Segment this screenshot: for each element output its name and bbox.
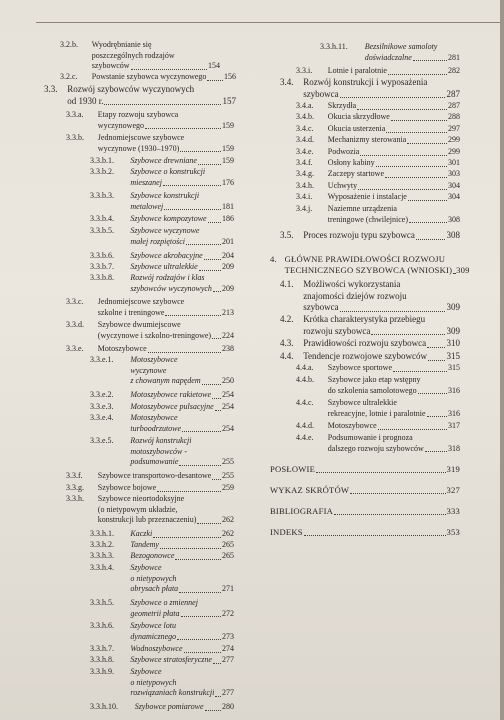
- toc-title-line: Rozwój szybowców wyczynowych: [67, 84, 195, 94]
- toc-page-number: 254: [221, 390, 234, 399]
- toc-number: 3.3.b.2.: [90, 167, 114, 176]
- toc-number: 3.3.: [44, 84, 58, 94]
- toc-title-line: metalowej: [130, 201, 164, 211]
- toc-title-line: Szybowce lotu: [130, 621, 176, 630]
- toc-page-number: 280: [221, 702, 234, 711]
- toc-title-line: Jednomiejscowe szybowce: [97, 297, 185, 306]
- toc-page-number: 353: [446, 527, 460, 537]
- toc-page-number: 156: [223, 72, 236, 81]
- toc-title-line: Szybowce sportowe: [327, 363, 393, 372]
- leader-dots: [378, 421, 447, 430]
- toc-title-line: INDEKS: [270, 527, 303, 537]
- toc-page-number: 181: [221, 201, 234, 211]
- toc-title-line: szybowców wyczynowych: [130, 283, 212, 293]
- leader-dots: [427, 409, 447, 418]
- toc-title-line: Podwozia: [327, 147, 360, 156]
- toc-page-number: 272: [221, 608, 234, 618]
- leader-dots: [181, 609, 221, 618]
- leader-dots: [416, 230, 446, 240]
- toc-title-line: z chowanym napędem: [130, 376, 201, 385]
- toc-title-line: Szybowce o zmiennej: [130, 598, 198, 607]
- toc-title-line: rozwoju szybowca: [303, 325, 371, 336]
- toc-title-line: szybowca: [303, 302, 339, 312]
- leader-dots: [180, 144, 221, 153]
- toc-page-number: 281: [447, 52, 460, 62]
- toc-title-line: Wodnoszybowce: [130, 644, 183, 653]
- toc-page-number: 262: [221, 529, 234, 538]
- leader-dots: [316, 464, 445, 473]
- toc-number: 3.4.d.: [296, 135, 314, 144]
- toc-number: 4.2.: [280, 314, 294, 324]
- toc-number: 3.4.a.: [296, 101, 314, 110]
- toc-page-number: 254: [221, 423, 234, 433]
- toc-title-line: Powstanie szybowca wyczynowego: [91, 72, 207, 81]
- toc-title-line: Okucia skrzydłowe: [327, 112, 390, 121]
- toc-title-line: rekreacyjne, lotnie i paralotnie: [327, 408, 426, 418]
- toc-number: 3.3.i.: [296, 66, 313, 75]
- toc-number: 3.4.h.: [296, 181, 314, 190]
- toc-title-line: wyczynowe (1930–1970): [97, 143, 180, 153]
- toc-page-number: 299: [447, 147, 460, 156]
- toc-number: 3.4.j.: [296, 204, 313, 213]
- toc-number: 3.3.b.8.: [90, 273, 114, 282]
- toc-title-line: Tendencje rozwojowe szybowców: [303, 351, 428, 361]
- toc-number: 3.3.h.4.: [90, 563, 114, 572]
- toc-title-line: Skrzydła: [327, 101, 357, 110]
- leader-dots: [413, 53, 447, 62]
- toc-number: 4.4.c.: [296, 398, 314, 407]
- toc-number: 3.3.h.2.: [90, 540, 114, 549]
- toc-title-line: Motoszybowce: [130, 413, 178, 422]
- toc-title-line: Mechanizmy sterowania: [327, 135, 407, 144]
- toc-number: 3.3.b.4.: [90, 214, 114, 223]
- leader-dots: [145, 121, 221, 130]
- leader-dots: [385, 169, 447, 178]
- toc-title-line: Uchwyty: [327, 181, 358, 190]
- toc-page-number: 303: [447, 169, 460, 178]
- toc-page-number: 319: [446, 464, 460, 474]
- toc-title-line: Wyposażenie i instalacje: [327, 192, 407, 201]
- toc-title-line: TECHNICZNEGO SZYBOWCA (WNIOSKI): [284, 265, 453, 275]
- leader-dots: [340, 302, 446, 312]
- toc-title-line: Motoszybowce pulsacyjne: [130, 402, 214, 411]
- toc-number: 3.3.b.3.: [90, 191, 114, 200]
- toc-title-line: Naziemne urządzenia: [327, 204, 397, 213]
- toc-title-line: Bezsilnikowe samoloty: [364, 42, 438, 51]
- leader-dots: [212, 471, 221, 480]
- toc-title-line: Wyodrębnianie się: [91, 40, 152, 49]
- leader-dots: [160, 540, 221, 549]
- toc-title-line: motoszybowców -: [130, 446, 188, 456]
- toc-title-line: poszczególnych rodzajów: [91, 50, 175, 60]
- leader-dots: [104, 96, 221, 106]
- toc-number: 3.2.b.: [60, 40, 78, 49]
- toc-number: 3.3.h.10.: [90, 702, 118, 711]
- leader-dots: [376, 158, 447, 167]
- leader-dots: [184, 644, 221, 653]
- toc-number: 3.3.h.7.: [90, 644, 114, 653]
- toc-page-number: 316: [447, 385, 460, 395]
- toc-number: 3.3.h.: [66, 494, 84, 503]
- toc-title-line: szybowca: [303, 88, 339, 99]
- toc-number: 3.4.b.: [296, 112, 314, 121]
- toc-title-line: Możliwości wykorzystania: [303, 279, 401, 289]
- toc-title-line: Lotnie i paralotnie: [327, 66, 387, 75]
- toc-number: 3.3.b.6.: [90, 251, 114, 260]
- leader-dots: [388, 66, 447, 75]
- leader-dots: [212, 390, 221, 399]
- leader-dots: [163, 178, 221, 187]
- toc-number: 3.5.: [280, 230, 294, 240]
- leader-dots: [157, 483, 221, 492]
- toc-number: 4.4.: [280, 351, 294, 361]
- toc-number: 3.3.e.3.: [90, 402, 114, 411]
- toc-number: 3.4.c.: [296, 124, 314, 133]
- toc-number: 3.3.h.11.: [320, 42, 348, 51]
- toc-page-number: 250: [221, 376, 234, 385]
- toc-number: 3.3.b.5.: [90, 226, 114, 235]
- toc-number: 3.3.d.: [66, 320, 84, 329]
- toc-title-line: Zaczepy startowe: [327, 169, 384, 178]
- toc-title-line: Bezogonowce: [130, 551, 175, 560]
- toc-number: 3.3.b.1.: [90, 156, 114, 165]
- toc-page-number: 213: [221, 307, 234, 317]
- toc-title-line: Szybowce o konstrukcji: [130, 167, 206, 176]
- toc-page-number: 209: [221, 262, 234, 271]
- leader-dots: [205, 702, 221, 711]
- leader-dots: [304, 527, 446, 536]
- toc-title-line: (o nietypowym układzie,: [97, 504, 178, 514]
- leader-dots: [393, 363, 447, 372]
- toc-page-number: 154: [207, 61, 220, 70]
- toc-title-line: obrysach płata: [130, 584, 179, 593]
- toc-page-number: 277: [221, 655, 234, 664]
- toc-number: 3.3.e.5.: [90, 436, 114, 445]
- toc-title-line: Motoszybowce: [327, 421, 377, 430]
- toc-number: 3.4.: [280, 77, 294, 87]
- toc-title-line: GŁÓWNE PRAWIDŁOWOŚCI ROZWOJU: [284, 254, 446, 264]
- toc-title-line: o nietypowych: [130, 677, 177, 687]
- toc-page-number: 309: [446, 302, 460, 312]
- toc-page-number: 201: [221, 236, 234, 246]
- toc-page-number: 310: [446, 338, 460, 348]
- toc-page-number: 316: [447, 408, 460, 418]
- toc-title-line: turboodrzutowe: [130, 423, 182, 433]
- toc-title-line: Rozwój konstrukcji: [130, 436, 192, 445]
- toc-page-number: 288: [447, 112, 460, 121]
- toc-title-line: o nietypowych: [130, 573, 177, 583]
- leader-dots: [360, 147, 447, 156]
- leader-dots: [358, 181, 447, 190]
- toc-number: 4.: [270, 254, 277, 264]
- toc-page-number: 327: [446, 485, 460, 495]
- toc-page-number: 301: [447, 158, 460, 167]
- leader-dots: [207, 72, 223, 81]
- toc-page-number: 315: [447, 363, 460, 372]
- toc-number: 3.3.e.: [66, 344, 84, 353]
- toc-title-line: Motoszybowce: [130, 355, 178, 364]
- leader-dots: [371, 326, 445, 336]
- toc-page-number: 159: [221, 120, 234, 130]
- leader-dots: [418, 386, 447, 395]
- toc-number: 4.3.: [280, 338, 294, 348]
- toc-number: 3.4.e.: [296, 147, 314, 156]
- leader-dots: [199, 262, 221, 271]
- toc-title-line: podsumowanie: [130, 457, 179, 466]
- leader-dots: [179, 457, 221, 466]
- toc-number: 3.3.h.5.: [90, 598, 114, 607]
- toc-title-line: Rozwój konstrukcji i wyposażenia: [303, 77, 428, 87]
- leader-dots: [213, 284, 221, 293]
- toc-title-line: WYKAZ SKRÓTÓW: [270, 485, 350, 495]
- toc-page-number: 299: [447, 135, 460, 144]
- toc-page-number: 204: [221, 251, 234, 260]
- toc-title-line: BIBLIOGRAFIA: [270, 506, 334, 516]
- toc-title-line: od 1930 r.: [67, 95, 104, 106]
- toc-title-line: Szybowce ultralekkie: [130, 262, 198, 271]
- toc-number: 3.4.f.: [296, 158, 313, 167]
- toc-page-number: 255: [221, 457, 234, 466]
- leader-dots: [386, 124, 447, 133]
- toc-title-line: małej rozpiętości: [130, 236, 185, 246]
- toc-title-line: Szybowce: [130, 563, 162, 572]
- toc-title-line: (wyczynowe i szkolno-treningowe): [97, 330, 212, 340]
- leader-dots: [425, 444, 447, 453]
- toc-number: 3.3.h.3.: [90, 551, 114, 560]
- toc-number: 3.3.e.1.: [90, 355, 114, 364]
- leader-dots: [340, 89, 446, 99]
- toc-title-line: Szybowce dwumiejscowe: [97, 320, 181, 329]
- toc-title-line: Szybowce bojowe: [97, 483, 157, 492]
- leader-dots: [179, 584, 221, 593]
- toc-page-number: 308: [446, 230, 460, 240]
- toc-number: 3.3.h.9.: [90, 667, 114, 676]
- toc-page-number: 287: [446, 88, 460, 99]
- leader-dots: [208, 214, 221, 223]
- toc-title-line: Szybowce stratosferyczne: [130, 655, 212, 664]
- toc-number: 3.3.b.7.: [90, 262, 114, 271]
- toc-number: 3.2.c.: [60, 72, 78, 81]
- toc-page-number: 317: [447, 421, 460, 430]
- leader-dots: [350, 485, 445, 494]
- leader-dots: [153, 529, 221, 538]
- toc-number: 3.3.h.6.: [90, 621, 114, 630]
- toc-title-line: dynamicznego: [130, 631, 177, 641]
- leader-dots: [428, 351, 445, 361]
- toc-title-line: konstrukcji lub przeznaczeniu): [97, 515, 197, 524]
- leader-dots: [212, 331, 221, 340]
- toc-title-line: Rozwój rodzajów i klas: [130, 273, 205, 282]
- toc-title-line: Szybowce transportowo-desantowe: [97, 471, 212, 480]
- toc-page-number: 287: [447, 101, 460, 110]
- toc-page-number: 304: [447, 192, 460, 201]
- toc-title-line: Krótka charakterystyka przebiegu: [303, 314, 426, 324]
- leader-dots: [408, 192, 447, 201]
- toc-page-number: 259: [221, 483, 234, 492]
- toc-number: 4.4.e.: [296, 433, 314, 442]
- toc-number: 3.3.g.: [66, 483, 84, 492]
- toc-title-line: doświadczalne: [364, 52, 412, 62]
- toc-title-line: Kaczki: [130, 529, 153, 538]
- toc-page-number: 209: [221, 283, 234, 293]
- toc-page-number: 315: [446, 351, 460, 361]
- leader-dots: [186, 237, 221, 246]
- toc-page-number: 297: [447, 124, 460, 133]
- toc-page-number: 262: [221, 515, 234, 524]
- leader-dots: [131, 61, 207, 70]
- toc-number: 3.3.e.2.: [90, 390, 114, 399]
- leader-dots: [334, 506, 445, 515]
- toc-title-line: wyczynowego: [97, 120, 145, 130]
- toc-number: 3.4.g.: [296, 169, 314, 178]
- toc-number: 3.3.c.: [66, 297, 84, 306]
- leader-dots: [197, 515, 221, 524]
- toc-page-number: 333: [446, 506, 460, 516]
- toc-page-number: 308: [447, 214, 460, 224]
- leader-dots: [164, 202, 221, 211]
- toc-title-line: POSŁOWIE: [270, 464, 316, 474]
- toc-number: 4.4.d.: [296, 421, 314, 430]
- leader-dots: [407, 135, 447, 144]
- toc-page-number: 277: [221, 688, 234, 697]
- toc-page-number: 265: [221, 551, 234, 560]
- toc-number: 4.4.a.: [296, 363, 314, 372]
- leader-dots: [202, 376, 221, 385]
- toc-number: 3.4.i.: [296, 192, 313, 201]
- toc-title-line: Szybowce pomiarowe: [134, 702, 204, 711]
- toc-page-number: 254: [221, 402, 234, 411]
- header-rule: [36, 22, 504, 23]
- leader-dots: [165, 308, 221, 317]
- toc-title-line: Szybowce wyczynowe: [130, 226, 200, 235]
- toc-number: 3.3.f.: [66, 471, 83, 480]
- toc-page-number: 273: [221, 631, 234, 641]
- toc-title-line: Etapy rozwoju szybowca: [97, 110, 179, 119]
- toc-page-number: 271: [221, 584, 234, 593]
- toc-title-line: Okucia usterzenia: [327, 124, 386, 133]
- toc-title-line: znajomości dziejów rozwoju: [303, 290, 407, 301]
- toc-title-line: Szybowce: [130, 667, 162, 676]
- toc-page-number: 274: [221, 644, 234, 653]
- toc-title-line: wyczynowe: [130, 365, 167, 375]
- toc-page-number: 282: [447, 66, 460, 75]
- leader-dots: [148, 344, 221, 353]
- toc-title-line: Tandemy: [130, 540, 159, 549]
- toc-title-line: Szybowce nieortodoksyjne: [97, 494, 185, 503]
- toc-title-line: Motoszybowce: [97, 344, 147, 353]
- toc-page-number: 255: [221, 471, 234, 480]
- toc-title-line: Prawidłowości rozwoju szybowca: [303, 338, 427, 348]
- toc-title-line: Proces rozwoju typu szybowca: [303, 230, 415, 240]
- page-edge-shadow: [500, 0, 504, 720]
- leader-dots: [215, 402, 221, 411]
- toc-page-number: 157: [222, 95, 236, 106]
- toc-title-line: Szybowce drewniane: [130, 156, 197, 165]
- toc-title-line: Podsumowanie i prognoza: [327, 433, 413, 442]
- leader-dots: [391, 112, 447, 121]
- toc-title-line: Szybowce konstrukcji: [130, 191, 200, 200]
- toc-number: 3.3.e.4.: [90, 413, 114, 422]
- toc-number: 3.3.h.1.: [90, 529, 114, 538]
- leader-dots: [427, 338, 445, 348]
- toc-title-line: rozwiązaniach konstrukcji: [130, 688, 215, 697]
- toc-number: 3.3.h.8.: [90, 655, 114, 664]
- toc-page-number: 309: [456, 265, 470, 275]
- toc-page-number: 318: [447, 443, 460, 453]
- toc-title-line: szkolne i treningowe: [97, 307, 165, 317]
- toc-page-number: 159: [221, 156, 234, 165]
- toc-title-line: geometrii płata: [130, 608, 180, 618]
- leader-dots: [182, 424, 221, 433]
- toc-page-number: 265: [221, 540, 234, 549]
- toc-title-line: Szybowce ultralekkie: [327, 398, 397, 407]
- toc-page-number: 176: [221, 177, 234, 187]
- leader-dots: [213, 655, 221, 664]
- toc-number: 3.3.a.: [66, 110, 84, 119]
- leader-dots: [215, 688, 221, 697]
- toc-page-number: 304: [447, 181, 460, 190]
- toc-page-number: 238: [221, 344, 234, 353]
- toc-title-line: Szybowce kompozytowe: [130, 214, 207, 223]
- leader-dots: [198, 156, 221, 165]
- toc-title-line: Jednomiejscowe szybowce: [97, 133, 185, 142]
- leader-dots: [175, 551, 221, 560]
- toc-page-number: 309: [446, 325, 460, 336]
- toc-page-number: 159: [221, 143, 234, 153]
- leader-dots: [453, 265, 455, 274]
- toc-title-line: mieszanej: [130, 177, 162, 187]
- toc-title-line: Osłony kabiny: [327, 158, 375, 167]
- toc-title-line: Szybowce jako etap wstępny: [327, 375, 421, 384]
- leader-dots: [177, 632, 221, 641]
- toc-title-line: do szkolenia samolotowego: [327, 385, 417, 395]
- leader-dots: [204, 251, 221, 260]
- toc-title-line: Motoszybowce rakietowe: [130, 390, 212, 399]
- toc-page-number: 224: [221, 330, 234, 340]
- toc-number: 4.4.b.: [296, 375, 314, 384]
- leader-dots: [409, 215, 447, 224]
- toc-title-line: Szybowce akrobacyjne: [130, 251, 203, 260]
- toc-number: 3.3.b.: [66, 133, 84, 142]
- toc-title-line: dalszego rozwoju szybowców: [327, 443, 424, 453]
- toc-title-line: szybowców: [91, 61, 130, 70]
- toc-number: 4.1.: [280, 279, 294, 289]
- toc-page-number: 186: [221, 214, 234, 223]
- toc-title-line: treningowe (chwilejnice): [327, 214, 408, 224]
- leader-dots: [357, 101, 447, 110]
